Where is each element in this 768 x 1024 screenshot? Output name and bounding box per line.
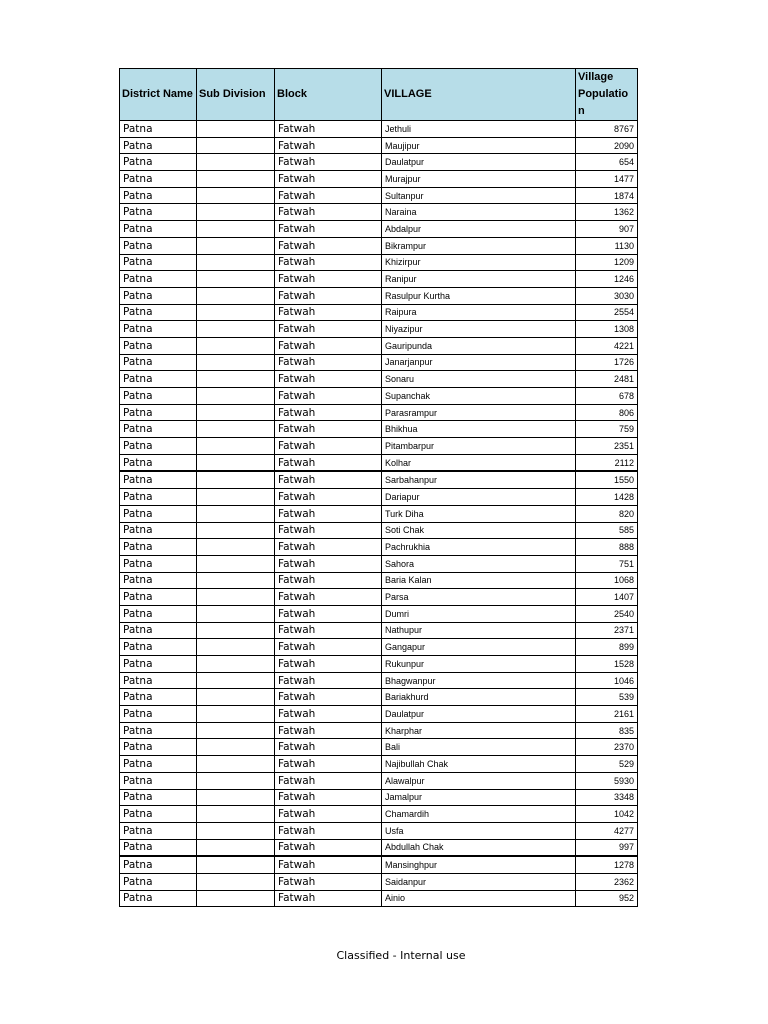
cell-village: Maujipur [382,137,576,154]
cell-population: 678 [576,388,638,405]
cell-block: Fatwah [275,656,382,673]
cell-block: Fatwah [275,304,382,321]
cell-village: Soti Chak [382,522,576,539]
table-row [120,739,638,756]
cell-district: Patna [120,187,197,204]
table-row [120,672,638,689]
cell-block: Fatwah [275,421,382,438]
cell-village: Daulatpur [382,154,576,171]
cell-block: Fatwah [275,221,382,238]
cell-sub-division [197,354,275,371]
cell-district: Patna [120,454,197,471]
cell-block: Fatwah [275,121,382,138]
cell-population: 1278 [576,856,638,873]
cell-sub-division [197,154,275,171]
table-row [120,438,638,455]
cell-sub-division [197,304,275,321]
table-row [120,706,638,723]
cell-block: Fatwah [275,722,382,739]
cell-district: Patna [120,154,197,171]
cell-population: 997 [576,839,638,856]
cell-sub-division [197,237,275,254]
cell-village: Khizirpur [382,254,576,271]
cell-district: Patna [120,171,197,188]
cell-sub-division [197,656,275,673]
cell-block: Fatwah [275,622,382,639]
cell-population: 5930 [576,772,638,789]
cell-sub-division [197,739,275,756]
cell-population: 4277 [576,822,638,839]
cell-population: 2362 [576,873,638,890]
table-row [120,421,638,438]
cell-sub-division [197,839,275,856]
cell-block: Fatwah [275,489,382,506]
cell-block: Fatwah [275,689,382,706]
cell-village: Dariapur [382,489,576,506]
cell-district: Patna [120,237,197,254]
table-row [120,254,638,271]
cell-district: Patna [120,789,197,806]
cell-block: Fatwah [275,454,382,471]
cell-district: Patna [120,722,197,739]
cell-village: Murajpur [382,171,576,188]
cell-district: Patna [120,756,197,773]
table-row [120,839,638,856]
cell-population: 1428 [576,489,638,506]
cell-block: Fatwah [275,605,382,622]
cell-village: Kharphar [382,722,576,739]
cell-block: Fatwah [275,739,382,756]
cell-district: Patna [120,489,197,506]
table-row [120,388,638,405]
table-row [120,505,638,522]
cell-sub-division [197,639,275,656]
cell-village: Alawalpur [382,772,576,789]
cell-village: Daulatpur [382,706,576,723]
cell-population: 759 [576,421,638,438]
table-row [120,689,638,706]
cell-block: Fatwah [275,756,382,773]
cell-village: Abdullah Chak [382,839,576,856]
table-row [120,656,638,673]
cell-district: Patna [120,873,197,890]
header-village-population: Village Populatio n [576,69,638,121]
table-row [120,605,638,622]
cell-village: Baria Kalan [382,572,576,589]
cell-district: Patna [120,404,197,421]
cell-population: 1528 [576,656,638,673]
cell-district: Patna [120,639,197,656]
table-row [120,137,638,154]
table-row [120,204,638,221]
cell-block: Fatwah [275,806,382,823]
cell-sub-division [197,873,275,890]
cell-sub-division [197,856,275,873]
cell-sub-division [197,438,275,455]
cell-population: 539 [576,689,638,706]
cell-population: 2090 [576,137,638,154]
cell-sub-division [197,539,275,556]
cell-district: Patna [120,739,197,756]
cell-population: 2370 [576,739,638,756]
cell-population: 1407 [576,589,638,606]
cell-sub-division [197,337,275,354]
table-row [120,287,638,304]
cell-block: Fatwah [275,171,382,188]
cell-block: Fatwah [275,337,382,354]
cell-block: Fatwah [275,187,382,204]
cell-block: Fatwah [275,873,382,890]
cell-block: Fatwah [275,438,382,455]
cell-block: Fatwah [275,388,382,405]
cell-district: Patna [120,505,197,522]
table-row [120,221,638,238]
cell-village: Sarbahanpur [382,471,576,488]
cell-district: Patna [120,287,197,304]
table-row [120,890,638,907]
cell-block: Fatwah [275,404,382,421]
cell-village: Ranipur [382,271,576,288]
classification-footer: Classified - Internal use [336,949,466,962]
cell-block: Fatwah [275,555,382,572]
cell-village: Rasulpur Kurtha [382,287,576,304]
cell-village: Janarjanpur [382,354,576,371]
cell-village: Naraina [382,204,576,221]
cell-village: Raipura [382,304,576,321]
cell-population: 1068 [576,572,638,589]
cell-population: 1042 [576,806,638,823]
cell-sub-division [197,121,275,138]
header-row [120,69,638,121]
table-row [120,171,638,188]
cell-block: Fatwah [275,890,382,907]
cell-sub-division [197,371,275,388]
cell-population: 907 [576,221,638,238]
table-row [120,539,638,556]
cell-population: 1246 [576,271,638,288]
cell-sub-division [197,505,275,522]
table-body [120,121,638,907]
cell-block: Fatwah [275,137,382,154]
cell-population: 835 [576,722,638,739]
table-row [120,404,638,421]
cell-district: Patna [120,706,197,723]
cell-district: Patna [120,856,197,873]
cell-population: 2112 [576,454,638,471]
cell-district: Patna [120,772,197,789]
cell-district: Patna [120,890,197,907]
cell-village: Bhagwanpur [382,672,576,689]
table-row [120,806,638,823]
table-row [120,622,638,639]
cell-block: Fatwah [275,672,382,689]
cell-population: 1130 [576,237,638,254]
cell-sub-division [197,689,275,706]
cell-village: Saidanpur [382,873,576,890]
cell-block: Fatwah [275,154,382,171]
table-row [120,722,638,739]
cell-block: Fatwah [275,822,382,839]
table-row [120,454,638,471]
cell-sub-division [197,622,275,639]
cell-sub-division [197,221,275,238]
cell-sub-division [197,171,275,188]
cell-village: Bikrampur [382,237,576,254]
village-population-table [119,68,638,907]
cell-block: Fatwah [275,471,382,488]
table-row [120,154,638,171]
cell-district: Patna [120,254,197,271]
cell-population: 2351 [576,438,638,455]
cell-sub-division [197,555,275,572]
cell-village: Bali [382,739,576,756]
cell-block: Fatwah [275,371,382,388]
cell-district: Patna [120,471,197,488]
table-row [120,873,638,890]
cell-population: 3030 [576,287,638,304]
cell-population: 806 [576,404,638,421]
table-row [120,471,638,488]
cell-village: Sonaru [382,371,576,388]
cell-district: Patna [120,589,197,606]
table-row [120,756,638,773]
cell-block: Fatwah [275,522,382,539]
cell-population: 1209 [576,254,638,271]
table-row [120,121,638,138]
cell-block: Fatwah [275,789,382,806]
table-row [120,371,638,388]
cell-village: Gangapur [382,639,576,656]
cell-district: Patna [120,539,197,556]
cell-sub-division [197,454,275,471]
cell-village: Kolhar [382,454,576,471]
cell-village: Supanchak [382,388,576,405]
cell-district: Patna [120,822,197,839]
cell-district: Patna [120,388,197,405]
cell-sub-division [197,772,275,789]
cell-population: 952 [576,890,638,907]
cell-district: Patna [120,337,197,354]
cell-population: 529 [576,756,638,773]
cell-district: Patna [120,121,197,138]
cell-block: Fatwah [275,772,382,789]
cell-block: Fatwah [275,321,382,338]
cell-village: Turk Diha [382,505,576,522]
cell-sub-division [197,706,275,723]
cell-village: Jamalpur [382,789,576,806]
cell-sub-division [197,806,275,823]
table-row [120,822,638,839]
cell-village: Chamardih [382,806,576,823]
cell-block: Fatwah [275,204,382,221]
cell-village: Nathupur [382,622,576,639]
cell-sub-division [197,271,275,288]
cell-block: Fatwah [275,254,382,271]
cell-district: Patna [120,672,197,689]
table-row [120,522,638,539]
cell-block: Fatwah [275,354,382,371]
table-row [120,354,638,371]
cell-population: 1550 [576,471,638,488]
table-row [120,772,638,789]
cell-sub-division [197,287,275,304]
table-row [120,237,638,254]
cell-population: 3348 [576,789,638,806]
cell-population: 751 [576,555,638,572]
table-row [120,321,638,338]
cell-village: Ainio [382,890,576,907]
cell-district: Patna [120,204,197,221]
cell-block: Fatwah [275,839,382,856]
table-row [120,555,638,572]
cell-village: Parsa [382,589,576,606]
cell-sub-division [197,756,275,773]
cell-sub-division [197,489,275,506]
header-village: VILLAGE [382,69,576,121]
cell-block: Fatwah [275,271,382,288]
cell-sub-division [197,254,275,271]
cell-sub-division [197,572,275,589]
cell-district: Patna [120,806,197,823]
cell-village: Pachrukhia [382,539,576,556]
cell-population: 888 [576,539,638,556]
cell-district: Patna [120,839,197,856]
cell-village: Bhikhua [382,421,576,438]
cell-village: Najibullah Chak [382,756,576,773]
cell-block: Fatwah [275,589,382,606]
cell-district: Patna [120,321,197,338]
cell-population: 2481 [576,371,638,388]
cell-block: Fatwah [275,505,382,522]
cell-population: 654 [576,154,638,171]
cell-village: Usfa [382,822,576,839]
cell-block: Fatwah [275,856,382,873]
cell-population: 2554 [576,304,638,321]
cell-village: Bariakhurd [382,689,576,706]
cell-population: 820 [576,505,638,522]
cell-district: Patna [120,605,197,622]
table-row [120,639,638,656]
cell-block: Fatwah [275,539,382,556]
cell-district: Patna [120,271,197,288]
cell-village: Jethuli [382,121,576,138]
table-row [120,337,638,354]
cell-sub-division [197,822,275,839]
cell-sub-division [197,589,275,606]
cell-sub-division [197,890,275,907]
header-block: Block [275,69,382,121]
cell-population: 2161 [576,706,638,723]
cell-village: Dumri [382,605,576,622]
table-row [120,572,638,589]
cell-block: Fatwah [275,237,382,254]
cell-block: Fatwah [275,706,382,723]
cell-district: Patna [120,572,197,589]
cell-sub-division [197,187,275,204]
cell-population: 4221 [576,337,638,354]
header-district-name: District Name [120,69,197,121]
cell-population: 1362 [576,204,638,221]
cell-population: 1477 [576,171,638,188]
cell-district: Patna [120,438,197,455]
cell-village: Gauripunda [382,337,576,354]
cell-block: Fatwah [275,287,382,304]
cell-village: Rukunpur [382,656,576,673]
cell-village: Sahora [382,555,576,572]
cell-sub-division [197,672,275,689]
cell-population: 1726 [576,354,638,371]
cell-population: 1874 [576,187,638,204]
cell-village: Mansinghpur [382,856,576,873]
table-row [120,489,638,506]
cell-village: Parasrampur [382,404,576,421]
cell-population: 1046 [576,672,638,689]
cell-district: Patna [120,622,197,639]
table-row [120,271,638,288]
table-row [120,789,638,806]
cell-district: Patna [120,522,197,539]
cell-population: 585 [576,522,638,539]
cell-village: Sultanpur [382,187,576,204]
cell-district: Patna [120,137,197,154]
table-row [120,187,638,204]
cell-sub-division [197,204,275,221]
cell-population: 1308 [576,321,638,338]
cell-population: 8767 [576,121,638,138]
header-sub-division: Sub Division [197,69,275,121]
cell-population: 2540 [576,605,638,622]
cell-sub-division [197,789,275,806]
cell-district: Patna [120,421,197,438]
cell-district: Patna [120,371,197,388]
cell-district: Patna [120,354,197,371]
cell-sub-division [197,137,275,154]
cell-sub-division [197,421,275,438]
cell-village: Pitambarpur [382,438,576,455]
cell-sub-division [197,388,275,405]
cell-sub-division [197,321,275,338]
cell-district: Patna [120,656,197,673]
cell-sub-division [197,605,275,622]
cell-population: 2371 [576,622,638,639]
table-row [120,304,638,321]
cell-block: Fatwah [275,572,382,589]
cell-district: Patna [120,689,197,706]
cell-population: 899 [576,639,638,656]
cell-district: Patna [120,304,197,321]
cell-village: Niyazipur [382,321,576,338]
cell-sub-division [197,404,275,421]
table-row [120,856,638,873]
table-row [120,589,638,606]
cell-block: Fatwah [275,639,382,656]
cell-village: Abdalpur [382,221,576,238]
cell-district: Patna [120,555,197,572]
cell-sub-division [197,522,275,539]
cell-sub-division [197,471,275,488]
cell-district: Patna [120,221,197,238]
cell-sub-division [197,722,275,739]
